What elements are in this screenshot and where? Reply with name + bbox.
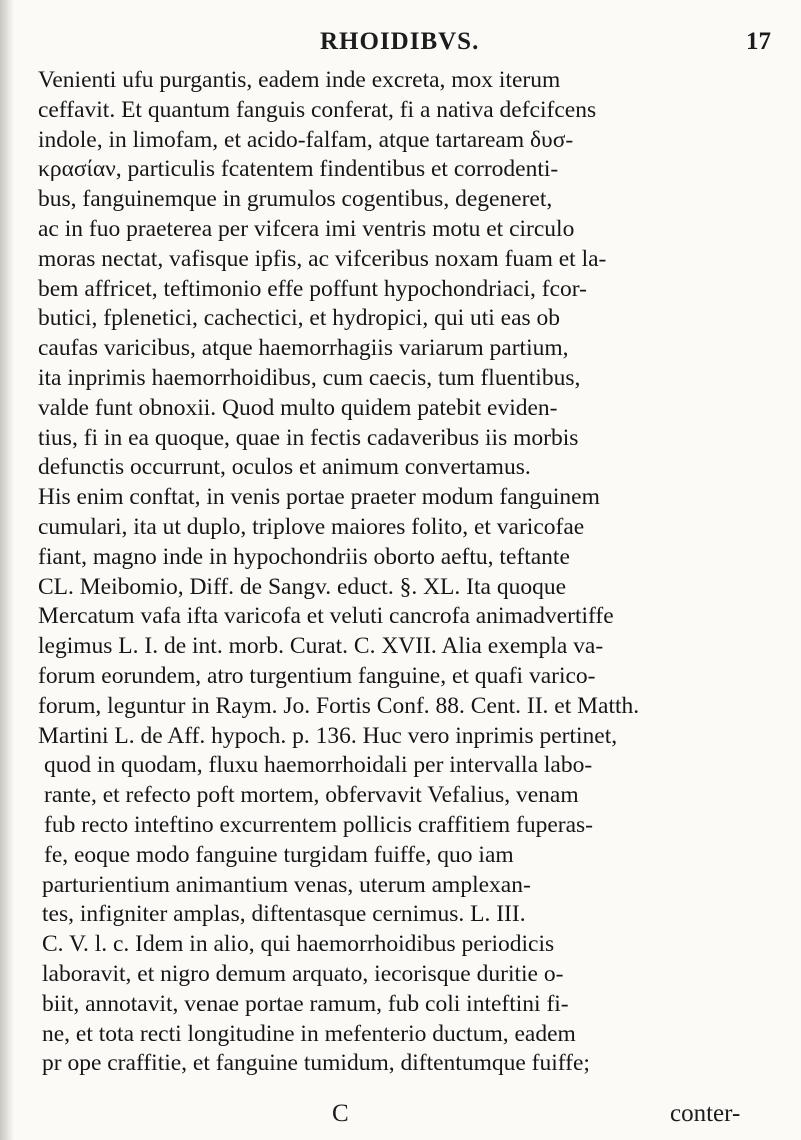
- text-line: laboravit, et nigro demum arquato, iecorisque duritie o-: [42, 960, 564, 987]
- text-line: ne, et tota recti longitudine in mefenterio ductum, eadem: [42, 1020, 576, 1047]
- text-line: biit, annotavit, venae portae ramum, fub coli inteftini fi-: [42, 990, 569, 1017]
- signature-mark: C: [332, 1100, 349, 1127]
- text-line: bem affricet, teftimonio effe poffunt hypochondriaci, fcor-: [38, 275, 587, 302]
- text-line: His enim conftat, in venis portae praeter modum fanguinem: [38, 484, 600, 511]
- text-line: ac in fuo praeterea per vifcera imi ventris motu et circulo: [38, 215, 575, 242]
- text-line: quod in quodam, fluxu haemorrhoidali per intervalla labo-: [44, 752, 593, 779]
- text-line: bus, fanguinemque in grumulos cogentibus, degeneret,: [38, 186, 553, 213]
- text-line: caufas varicibus, atque haemorrhagiis variarum partium,: [38, 335, 569, 362]
- text-line: CL. Meibomio, Diff. de Sangv. educt. §. XL. Ita quoque: [38, 573, 567, 600]
- text-line: Mercatum vafa ifta varicofa et veluti cancrofa animadvertiffe: [38, 603, 614, 630]
- text-line: forum, leguntur in Raym. Jo. Fortis Conf. 88. Cent. II. et Matth.: [38, 692, 640, 719]
- text-line: rante, et refecto poft mortem, obfervavit Vefalius, venam: [44, 782, 579, 809]
- text-line: legimus L. I. de int. morb. Curat. C. XVII. Alia exempla va-: [38, 633, 604, 660]
- text-line: forum eorundem, atro turgentium fanguine, et quafi varico-: [38, 662, 596, 689]
- text-line: cumulari, ita ut duplo, triplove maiores folito, et varicofae: [38, 513, 585, 540]
- body-text: [38, 66, 798, 1079]
- text-line: Martini L. de Aff. hypoch. p. 136. Huc vero inprimis pertinet,: [38, 722, 618, 749]
- text-line: ceffavit. Et quantum fanguis conferat, fi a nativa defcifcens: [38, 96, 597, 123]
- text-line: pr ope craffitie, et fanguine tumidum, diftentumque fuiffe;: [42, 1050, 590, 1077]
- text-line: Venienti ufu purgantis, eadem inde excreta, mox iterum: [38, 67, 561, 93]
- text-line: valde funt obnoxii. Quod multo quidem patebit eviden-: [38, 394, 558, 421]
- text-line: tes, infigniter amplas, diftentasque cernimus. L. III.: [42, 901, 526, 928]
- text-line: moras nectat, vafisque ipfis, ac vifceribus noxam fuam et la-: [38, 245, 607, 272]
- page-footer: [0, 1100, 801, 1134]
- text-line: fub recto inteftino excurrentem pollicis craffitiem fuperas-: [44, 811, 593, 838]
- text-line: indole, in limofam, et acido-falfam, atque tartaream δυσ-: [38, 126, 574, 153]
- text-line: fe, eoque modo fanguine turgidam fuiffe, quo iam: [44, 841, 514, 868]
- text-line: defunctis occurrunt, oculos et animum convertamus.: [38, 454, 531, 481]
- text-line: ita inprimis haemorrhoidibus, cum caecis, tum fluentibus,: [38, 364, 581, 391]
- page-gutter-shadow: [0, 0, 14, 1140]
- text-line: C. V. l. c. Idem in alio, qui haemorrhoidibus periodicis: [42, 931, 555, 958]
- page-header: [0, 22, 801, 62]
- text-line: tius, fi in ea quoque, quae in fectis cadaveribus iis morbis: [38, 424, 579, 451]
- text-line: fiant, magno inde in hypochondriis oborto aeftu, teftante: [38, 543, 570, 570]
- text-line: butici, fplenetici, cachectici, et hydropici, qui uti eas ob: [38, 305, 561, 332]
- catchword: conter-: [670, 1100, 741, 1127]
- text-line: parturientium animantium venas, uterum amplexan-: [42, 871, 531, 898]
- running-head: RHOIDIBVS.: [320, 28, 480, 55]
- page-number: 17: [746, 28, 771, 55]
- text-line: κρασίαν, particulis fcatentem findentibus et corrodenti-: [38, 156, 559, 183]
